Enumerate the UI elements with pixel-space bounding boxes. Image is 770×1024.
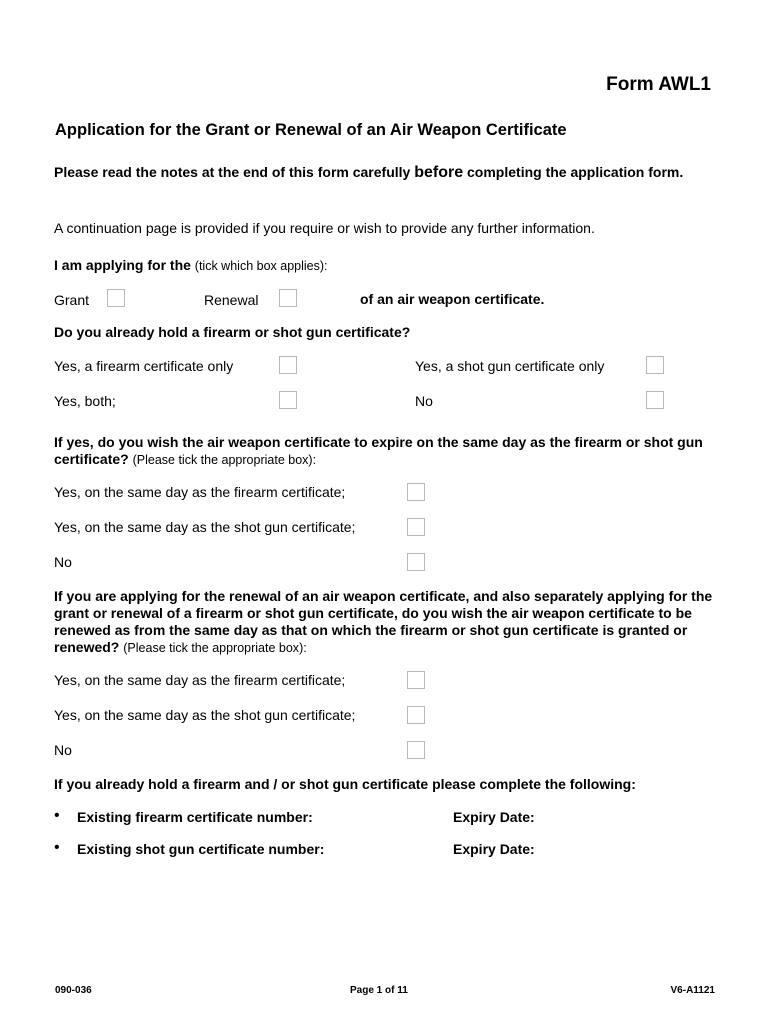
- expire-question: If yes, do you wish the air weapon certificate to expire on the same day as the firearm or shot gun certificate? (Please tick the appropriate box):: [54, 434, 703, 467]
- expire-no-label: No: [54, 554, 72, 570]
- footer-page-number: Page 1 of 11: [350, 985, 408, 996]
- form-id: Form AWL1: [606, 74, 711, 95]
- shotgun-expiry-label: Expiry Date:: [453, 841, 535, 857]
- renewal-no-label: No: [54, 742, 72, 758]
- hold-no-checkbox[interactable]: [646, 391, 664, 409]
- emphasis-before: before: [414, 164, 464, 181]
- expire-firearm-checkbox[interactable]: [407, 483, 425, 501]
- firearm-only-label: Yes, a firearm certificate only: [54, 358, 234, 374]
- shotgun-only-checkbox[interactable]: [646, 356, 664, 374]
- both-checkbox[interactable]: [279, 391, 297, 409]
- renewal-checkbox[interactable]: [279, 289, 297, 307]
- page-title: Application for the Grant or Renewal of an Air Weapon Certificate: [55, 121, 567, 139]
- hold-question: Do you already hold a firearm or shot gun certificate?: [54, 324, 411, 340]
- renewal-firearm-label: Yes, on the same day as the firearm certificate;: [54, 672, 346, 688]
- bullet: •: [54, 839, 60, 856]
- renewal-label: Renewal: [204, 292, 259, 308]
- renewal-shotgun-checkbox[interactable]: [407, 706, 425, 724]
- renewal-no-checkbox[interactable]: [407, 741, 425, 759]
- footer-version: V6-A1121: [670, 985, 715, 996]
- firearm-only-checkbox[interactable]: [279, 356, 297, 374]
- renewal-shotgun-label: Yes, on the same day as the shot gun certificate;: [54, 707, 356, 723]
- firearm-expiry-label: Expiry Date:: [453, 809, 535, 825]
- existing-question: If you already hold a firearm and / or shot gun certificate please complete the following:: [54, 776, 636, 792]
- applying-question: I am applying for the (tick which box applies):: [54, 257, 328, 273]
- expire-shotgun-label: Yes, on the same day as the shot gun certificate;: [54, 519, 356, 535]
- hold-no-label: No: [415, 393, 433, 409]
- renewal-firearm-checkbox[interactable]: [407, 671, 425, 689]
- shotgun-only-label: Yes, a shot gun certificate only: [415, 358, 605, 374]
- shotgun-number-label: Existing shot gun certificate number:: [77, 841, 325, 857]
- renewal-question: If you are applying for the renewal of an air weapon certificate, and also separately applying for the grant or renewal of a firearm or shot gun certificate, do you wish the air weapon certificate to be renewed as from the same day as that on which the firearm or shot gun certificate is granted or renewed? (Please tick the appropriate box):: [54, 588, 713, 655]
- footer-form-code: 090-036: [55, 985, 92, 996]
- continuation-note: A continuation page is provided if you require or wish to provide any further information.: [54, 220, 595, 236]
- certificate-suffix: of an air weapon certificate.: [360, 291, 545, 307]
- read-notes-instruction: Please read the notes at the end of this form carefully before completing the application form.: [54, 164, 684, 181]
- bullet: •: [54, 807, 60, 824]
- grant-label: Grant: [54, 292, 90, 308]
- expire-shotgun-checkbox[interactable]: [407, 518, 425, 536]
- expire-no-checkbox[interactable]: [407, 553, 425, 571]
- expire-firearm-label: Yes, on the same day as the firearm certificate;: [54, 484, 346, 500]
- grant-checkbox[interactable]: [107, 289, 125, 307]
- firearm-number-label: Existing firearm certificate number:: [77, 809, 313, 825]
- both-label: Yes, both;: [54, 393, 116, 409]
